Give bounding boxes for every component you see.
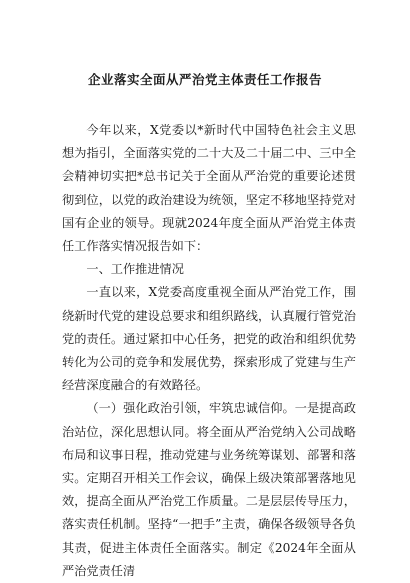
work-progress-paragraph: 一直以来，X党委高度重视全面从严治党工作，围绕新时代党的建设总要求和组织路线，认真履行管党治党的责任。通过紧扣中心任务，把党的政治和组织优势转化为公司的竞争和发展优势，探索形成了党建与生产经营深度融合的有效路径。 bbox=[62, 285, 356, 393]
political-leadership-paragraph: （一）强化政治引领，牢筑忠诚信仰。一是提高政治站位，深化思想认同。将全面从严治党纳入公司战略布局和议事日程，推动党建与业务统筹谋划、部署和落实。定期召开相关工作会议，确保上级决策部署落地见效，提高全面从严治党工作质量。二是层层传导压力，落实责任机制。坚持“一把手”主责，确保各级领导各负其责，促进主体责任全面落实。制定《2024年全面从严治党责任清 bbox=[62, 401, 356, 578]
intro-paragraph: 今年以来，X党委以*新时代中国特色社会主义思想为指引，全面落实党的二十大及二十届二中、三中全会精神切实把*总书记关于全面从严治党的重要论述贯彻到位，以党的政治建设为统领，坚定不移地坚持党对国有企业的领导。现就2024年度全面从严治党主体责任工作落实情况报告如下： bbox=[62, 123, 356, 254]
document-body bbox=[62, 119, 356, 583]
section-heading-work-progress: 一、工作推进情况 bbox=[86, 262, 184, 277]
document-title: 企业落实全面从严治党主体责任工作报告 bbox=[87, 72, 322, 87]
